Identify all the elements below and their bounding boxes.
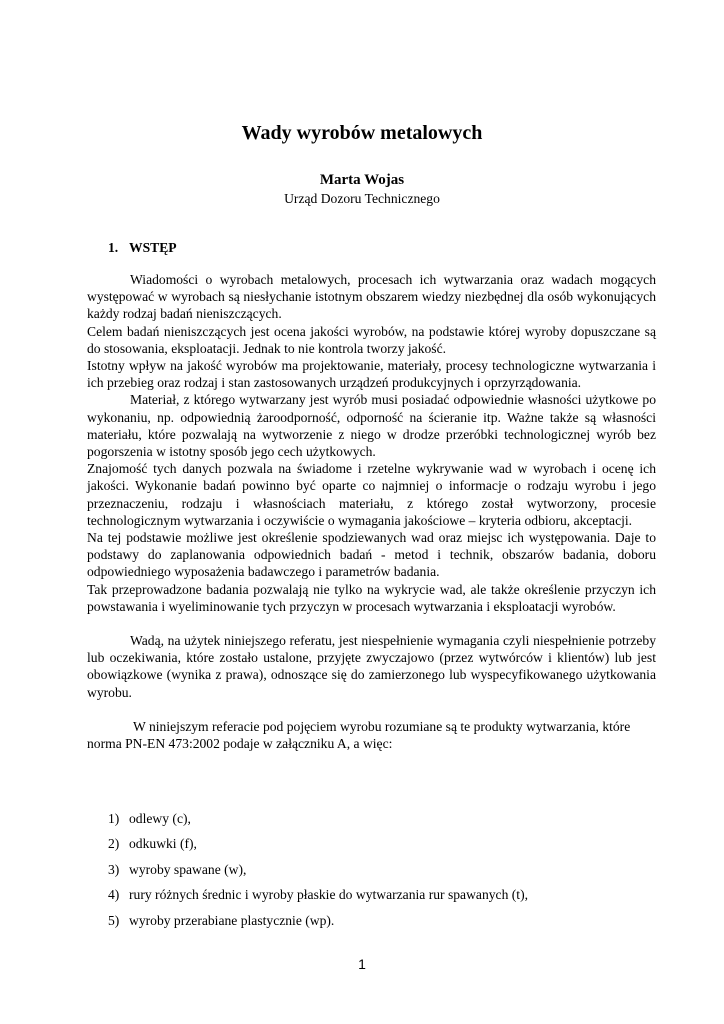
list-item-text: wyroby przerabiane plastycznie (wp). <box>129 912 335 928</box>
list-marker: 5) <box>108 912 120 928</box>
document-title: Wady wyrobów metalowych <box>241 122 483 144</box>
list-item <box>108 835 528 852</box>
list-marker: 3) <box>108 861 120 877</box>
list-marker: 2) <box>108 836 120 852</box>
section-title: WSTĘP <box>129 240 177 255</box>
paragraph: Wiadomości o wyrobach metalowych, procesach ich wytwarzania oraz wadach mogących występować w wyrobach są niesłychanie istotnym obszarem wiedzy niezbędnej dla osób wykonujących każdy rodzaj badań nieniszczących. <box>87 272 656 322</box>
list-item <box>108 912 528 929</box>
paragraph: Celem badań nieniszczących jest ocena jakości wyrobów, na podstawie której wyroby dopuszczane są do stosowania, eksploatacji. Jednak to nie kontrola tworzy jakość. <box>87 323 656 356</box>
section-number: 1. <box>108 240 119 255</box>
list-item-text: odlewy (c), <box>129 811 191 826</box>
list-marker: 4) <box>108 887 120 903</box>
paragraph: Na tej podstawie możliwe jest określenie spodziewanych wad oraz miejsc ich występowania. Daje to podstawy do zaplanowania odpowiednich badań - metod i technik, obszarów badania, doboru odpowiedniego wyposażenia badawczego i parametrów badania. <box>87 530 656 580</box>
author-affiliation: Urząd Dozoru Technicznego <box>284 191 440 206</box>
list-item-text: wyroby spawane (w), <box>129 861 247 877</box>
list-item <box>108 886 528 903</box>
list-item-text: rury różnych średnic i wyroby płaskie do wytwarzania rur spawanych (t), <box>129 887 528 903</box>
paragraph: Materiał, z którego wytwarzany jest wyrób musi posiadać odpowiednie własności użytkowe po wykonaniu, np. odpowiednią żaroodporność, odporność na ścieranie itp. Ważne także są własności materiału, które pozwalają na wytworzenie z niego w drodze przeróbki technologicznej wyrób bez pogorszenia w istotny sposób jego cech użytkowych. <box>87 392 656 460</box>
section-heading <box>108 239 177 256</box>
list-item <box>108 810 528 827</box>
paragraph: W niniejszym referacie pod pojęciem wyrobu rozumiane są te produkty wytwarzania, które norma PN-EN 473:2002 podaje w załączniku A, a więc: <box>87 718 631 752</box>
paragraph: Tak przeprowadzone badania pozwalają nie tylko na wykrycie wad, ale także określenie przyczyn ich powstawania i wyeliminowanie tych przyczyn w procesach wytwarzania i eksploatacji wyrobów. <box>87 581 656 614</box>
product-list <box>108 810 528 937</box>
list-item <box>108 861 528 878</box>
author-name: Marta Wojas <box>319 172 405 188</box>
paragraph: Wadą, na użytek niniejszego referatu, jest niespełnienie wymagania czyli niespełnienie potrzeby lub oczekiwania, które zostało ustalone, przyjęte zwyczajowo (przez wytwórców i klientów) lub jest obowiązkowe (wynika z prawa), odnoszące się do zamierzonego lub wyspecyfikowanego użytkowania wyrobu. <box>87 633 656 700</box>
section-body <box>87 271 656 752</box>
list-item-text: odkuwki (f), <box>129 836 197 852</box>
paragraph: Istotny wpływ na jakość wyrobów ma projektowanie, materiały, procesy technologiczne wytwarzania i ich przebieg oraz rodzaj i stan zastosowanych urządzeń produkcyjnych i oprzyrządowania. <box>87 358 656 391</box>
paragraph: Znajomość tych danych pozwala na świadome i rzetelne wykrywanie wad w wyrobach i ocenę ich jakości. Wykonanie badań powinno być oparte co najmniej o informacje o rodzaju wyrobu i jego przeznaczeniu, rodzaju i własnościach materiału, z którego został wytworzony, procesie technologicznym wytwarzania i oczywiście o wymagania jakościowe – kryteria odbioru, akceptacji. <box>87 461 656 528</box>
list-marker: 1) <box>108 811 120 826</box>
page-number: 1 <box>358 956 366 972</box>
